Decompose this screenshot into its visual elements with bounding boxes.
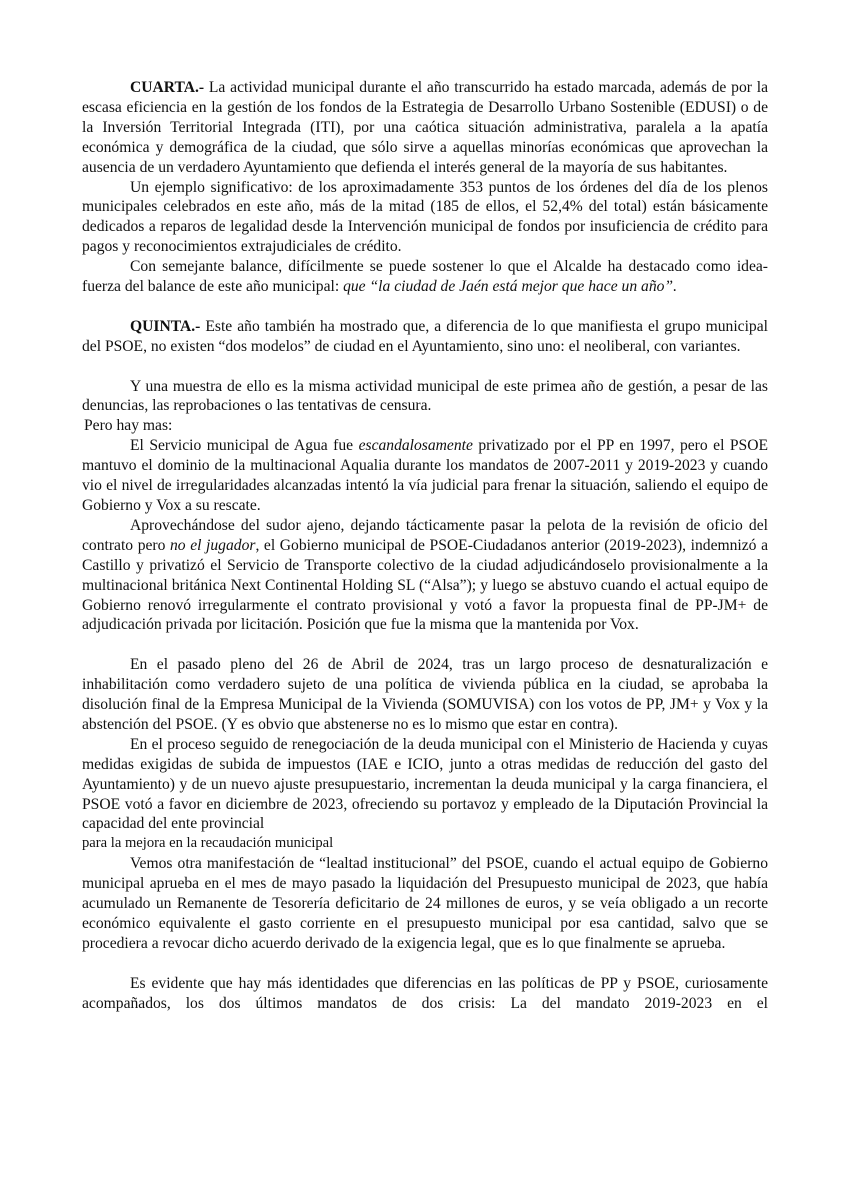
spacer [82,635,768,655]
spacer [82,954,768,974]
paragraph-text: , el Gobierno municipal de PSOE-Ciudadanos anterior (2019-2023), indemnizó a Castillo y privatizó el Servicio de Transporte colectivo de la ciudad adjudicándoselo provisionalmente a la multinacional británica Next Continental Holding SL (“Alsa”); y luego se abstuvo cuando el actual equipo de Gobierno renovó irregularmente el contrato provisional y votó a favor la propuesta final de PP-JM+ de adjudicación privada por licitación. Posición que fue la misma que la mantenida por Vox. [82,536,768,634]
paragraph-quinta-4 [82,436,768,516]
paragraph-quinta-8: Vemos otra manifestación de “lealtad institucional” del PSOE, cuando el actual equipo de Gobierno municipal aprueba en el mes de mayo pasado la liquidación del Presupuesto municipal de 2023, que había acumulado un Remanente de Tesorería deficitario de 24 millones de euros, y se veía obligado a un recorte económico equivalente el gasto corriente en el presupuesto municipal por esa cantidad, salvo que se procediera a revocar dicho acuerdo derivado de la exigencia legal, que es lo que finalmente se aprueba. [82,855,768,952]
paragraph-text: Con semejante balance, difícilmente se puede sostener lo que el Alcalde ha destacado como idea-fuerza del balance de este año municipal: [82,258,768,296]
paragraph-text: privatizado por el PP en 1997, pero el PSOE mantuvo el dominio de la multinacional Aqualia durante los mandatos de 2007-2011 y 2019-2023 y cuando vio el nivel de irregularidades alcanzadas intentó la vía judicial para frenar la situación, saliendo el equipo de Gobierno y Vox a su rescate. [82,437,769,514]
document-page [82,78,768,1014]
paragraph-cuarta-1 [82,78,768,178]
emphasis-text: no el jugador [170,536,256,554]
spacer [82,357,768,377]
emphasis-text: escandalosamente [358,437,473,455]
quote-text: que “la ciudad de Jaén está mejor que hace un año”. [343,278,677,296]
paragraph-quinta-5 [82,516,768,635]
spacer [82,297,768,317]
paragraph-quinta-9: Es evidente que hay más identidades que diferencias en las políticas de PP y PSOE, curiosamente acompañados, los dos últimos mandatos de dos crisis: La del mandato 2019-2023 en el [82,974,768,1012]
heading-quinta: QUINTA.- [130,317,201,335]
heading-cuarta: CUARTA.- [130,79,205,96]
paragraph-text: Aprovechándose del sudor ajeno, dejando tácticamente pasar la pelota de la revisión de oficio del contrato pero [82,516,768,554]
paragraph-quinta-3: Pero hay mas: [84,417,173,435]
paragraph-quinta-7: En el proceso seguido de renegociación de la deuda municipal con el Ministerio de Hacienda y cuyas medidas exigidas de subida de impuestos (IAE e ICIO, junto a otras medidas de reducción del gasto del Ayuntamiento) y de un nuevo ajuste presupuestario, incrementan la deuda municipal y la carga financiera, el PSOE votó a favor en diciembre de 2023, ofreciendo su portavoz y empleado de la Diputación Provincial la capacidad del ente provincial [82,735,768,833]
paragraph-quinta-1 [82,317,768,357]
paragraph-quinta-6: En el pasado pleno del 26 de Abril de 2024, tras un largo proceso de desnaturalización e inhabilitación como verdadero sujeto de una política de vivienda pública en la ciudad, se aprobaba la disolución final de la Empresa Municipal de la Vivienda (SOMUVISA) con los votos de PP, JM+ y Vox y la abstención del PSOE. (Y es obvio que abstenerse no es lo mismo que estar en contra). [82,656,768,733]
paragraph-cuarta-2: Un ejemplo significativo: de los aproximadamente 353 puntos de los órdenes del día de los plenos municipales celebrados en este año, más de la mitad (185 de ellos, el 52,4% del total) están básicamente dedicados a reparos de legalidad desde la Intervención municipal de fondos por insuficiencia de crédito para pagos y reconocimientos extrajudiciales de crédito. [82,178,768,256]
paragraph-text: El Servicio municipal de Agua fue [130,437,359,455]
paragraph-text: La actividad municipal durante el año transcurrido ha estado marcada, además de por la escasa eficiencia en la gestión de los fondos de la Estrategia de Desarrollo Urbano Sostenible (EDUSI) o de la Inversión Territorial Integrada (ITI), por una caótica situación administrativa, paralela a la apatía económica y demográfica de la ciudad, que sólo sirve a aquellas minorías económicas que aprovechan la ausencia de un verdadero Ayuntamiento que defienda el interés general de la mayoría de sus habitantes. [82,79,768,176]
paragraph-quinta-7-continuation: para la mejora en la recaudación municipal [82,835,334,852]
paragraph-text: Este año también ha mostrado que, a diferencia de lo que manifiesta el grupo municipal del PSOE, no existen “dos modelos” de ciudad en el Ayuntamiento, sino uno: el neoliberal, con variantes. [82,317,768,355]
paragraph-cuarta-3 [82,257,768,297]
paragraph-quinta-2: Y una muestra de ello es la misma actividad municipal de este primea año de gestión, a pesar de las denuncias, las reprobaciones o las tentativas de censura. [82,377,768,415]
